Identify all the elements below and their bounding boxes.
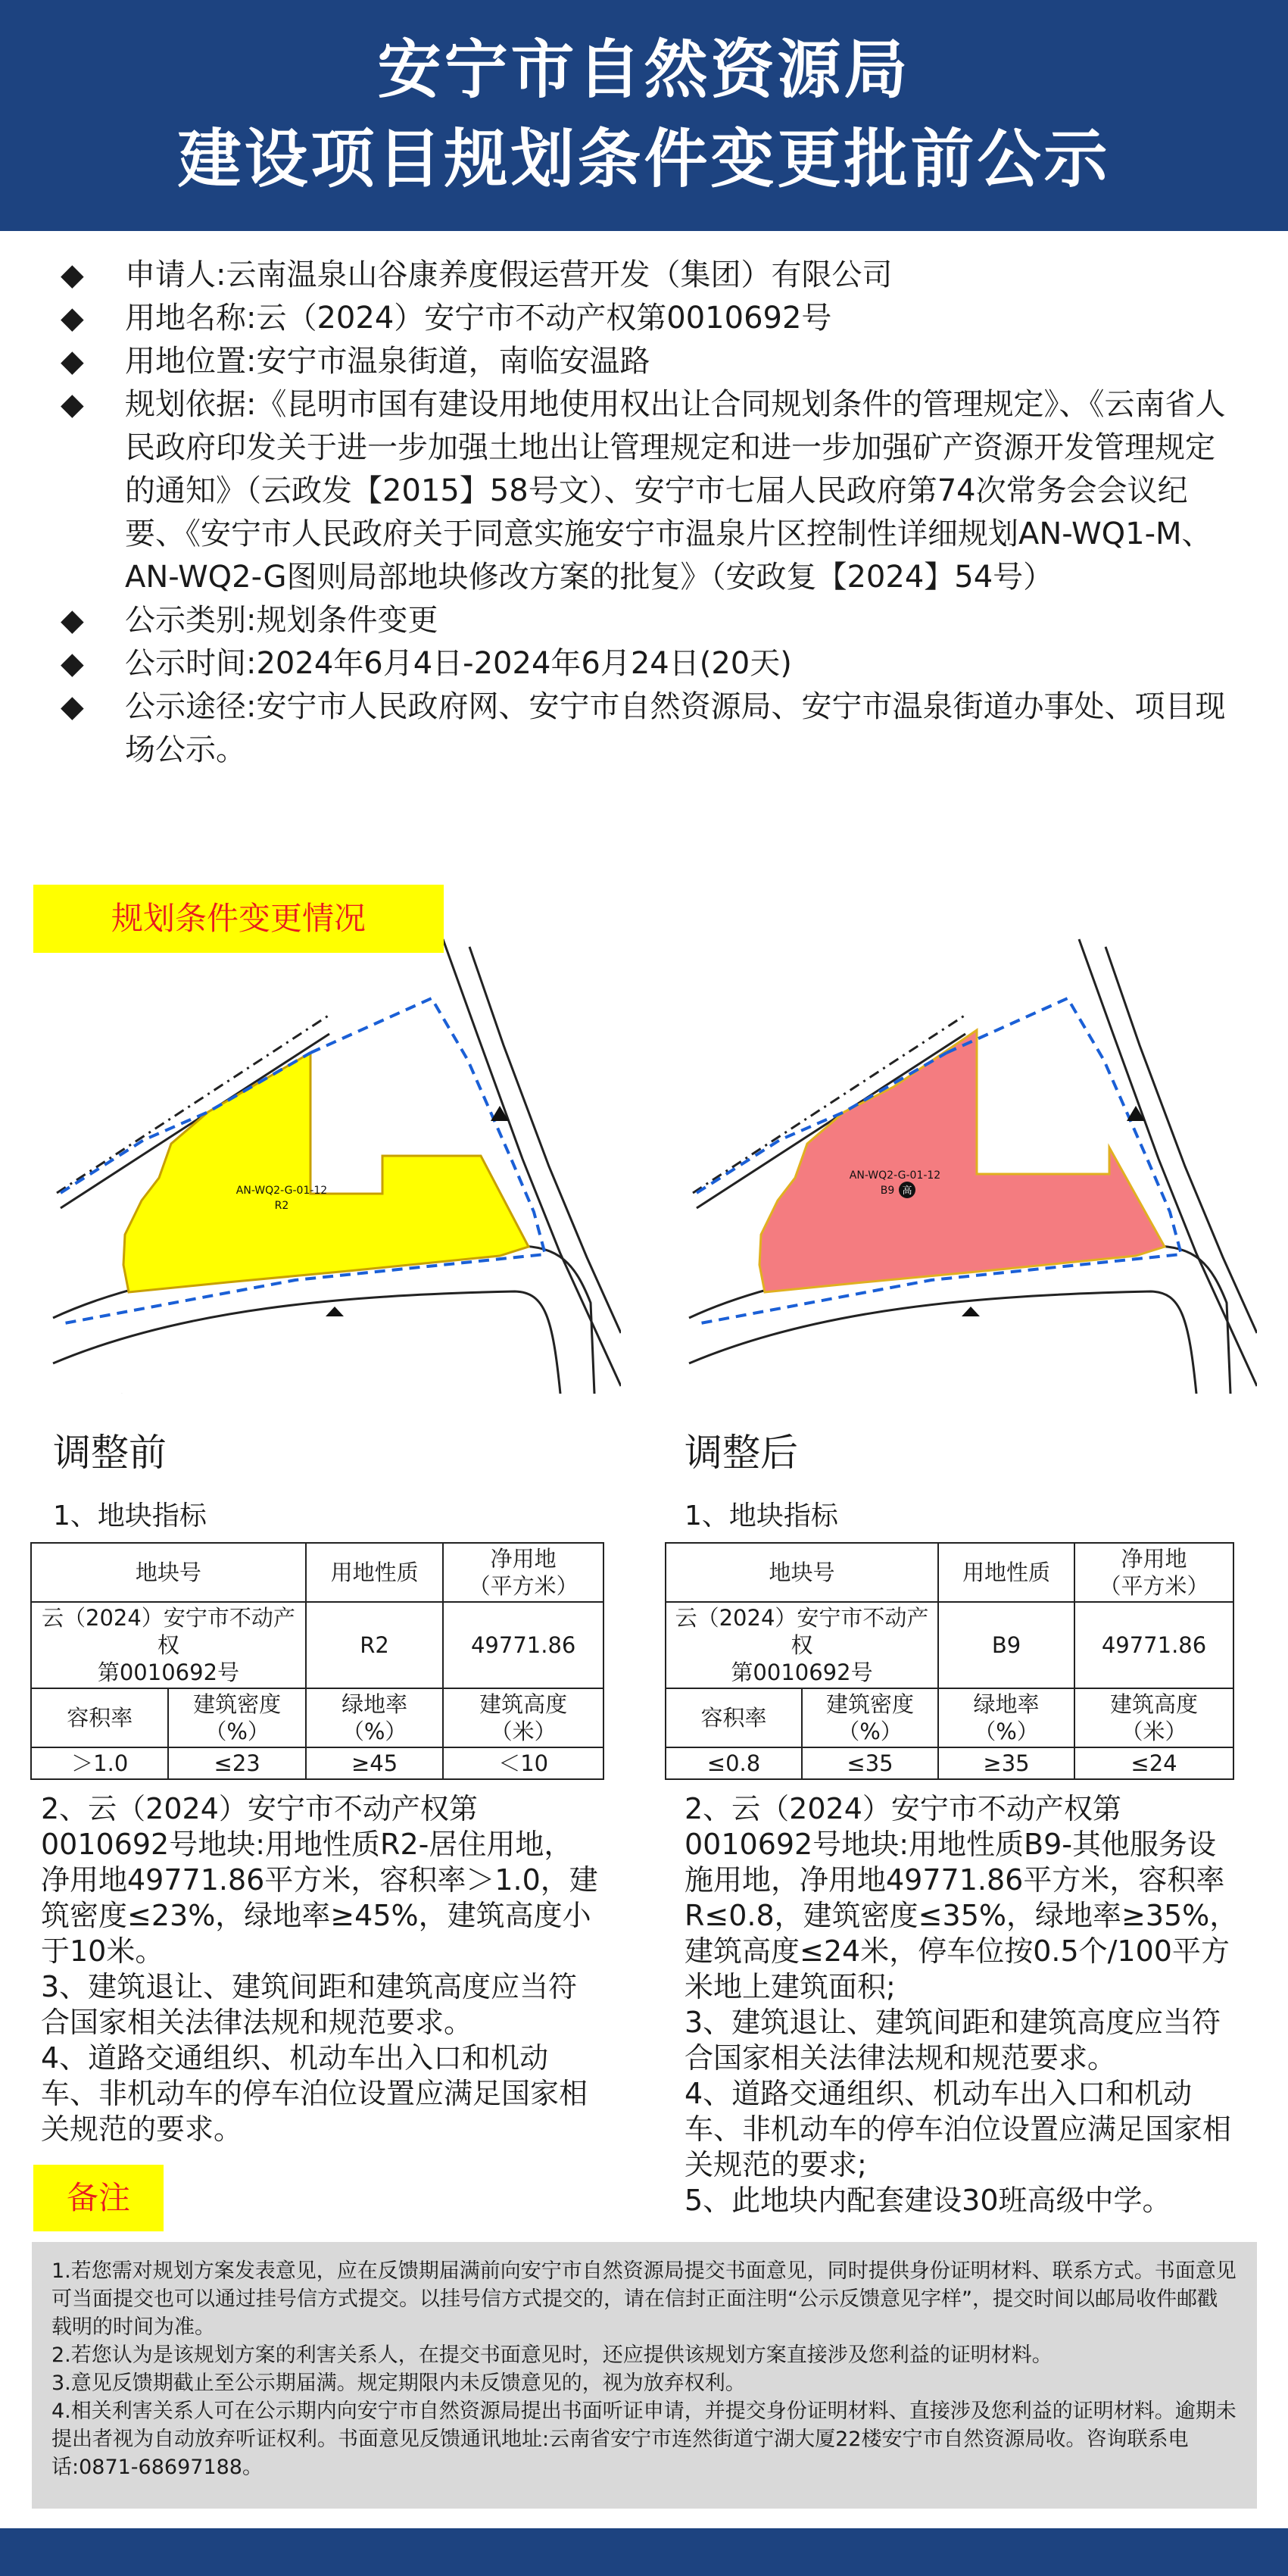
table-cell: ≤0.8 [666, 1747, 802, 1779]
before-subtitle: 1、地块指标 [53, 1500, 207, 1532]
table-header-cell: 地块号 [666, 1543, 938, 1602]
diamond-bullet-icon: ◆ [61, 301, 84, 336]
table-header-cell: 建筑密度 （%） [168, 1688, 305, 1747]
table-cell: ≤35 [802, 1747, 938, 1779]
info-item-land-name [53, 297, 1234, 340]
table-cell: ≤23 [168, 1747, 305, 1779]
table-cell: 云（2024）安宁市不动产权 第0010692号 [31, 1602, 306, 1688]
table-cell: B9 [938, 1602, 1074, 1688]
indicator-table-before [30, 1542, 604, 1780]
diamond-bullet-icon: ◆ [61, 344, 84, 379]
remark-item: 1.若您需对规划方案发表意见，应在反馈期届满前向安宁市自然资源局提交书面意见，同时提供身份证明材料、联系方式。书面意见可当面提交也可以通过挂号信方式提交。以挂号信方式提交的，请在信封正面注明“公示反馈意见字样”，提交时间以邮局收件邮戳载明的时间为准。 [51, 2259, 1237, 2339]
parcel-after [759, 1030, 1165, 1292]
info-item-channels [53, 685, 1234, 772]
info-text: 公示时间:2024年6月4日-2024年6月24日(20天) [125, 646, 792, 681]
note-item: 3、建筑退让、建筑间距和建筑高度应当符合国家相关法律法规和规范要求。 [685, 2006, 1221, 2075]
table-cell: ＞1.0 [31, 1747, 168, 1779]
note-item: 5、此地块内配套建设30班高级中学。 [685, 2184, 1171, 2217]
table-header-cell: 用地性质 [306, 1543, 443, 1602]
after-title: 调整后 [685, 1431, 798, 1475]
note-item: 2、云（2024）安宁市不动产权第0010692号地块:用地性质R2-居住用地，净用地49771.86平方米，容积率＞1.0，建筑密度≤23%，绿地率≥45%，建筑高度小于10米。 [41, 1792, 598, 1968]
table-header-cell: 容积率 [31, 1688, 168, 1747]
remark-item: 3.意见反馈期截止至公示期届满。规定期限内未反馈意见的，视为放弃权利。 [51, 2371, 746, 2395]
info-text: 公示途径:安宁市人民政府网、安宁市自然资源局、安宁市温泉街道办事处、项目现场公示。 [125, 689, 1226, 767]
remark-item: 4.相关利害关系人可在公示期内向安宁市自然资源局提出书面听证申请，并提交身份证明材料、直接涉及您利益的证明材料。逾期未提出者视为自动放弃听证权利。书面意见反馈通讯地址:云南省安宁市连然街道宁湖大厦22楼安宁市自然资源局收。咨询联系电话:0871-68697188。 [51, 2400, 1237, 2479]
info-text: 申请人:云南温泉山谷康养度假运营开发（集团）有限公司 [125, 258, 893, 292]
table-header-cell: 建筑密度 （%） [802, 1688, 938, 1747]
info-item-period [53, 642, 1234, 685]
table-header-cell: 绿地率 （%） [938, 1688, 1074, 1747]
notice-info-list [53, 254, 1234, 772]
table-header-cell: 净用地 （平方米） [443, 1543, 603, 1602]
page-title-line2: 建设项目规划条件变更批前公示 [177, 122, 1111, 196]
table-cell: 云（2024）安宁市不动产权 第0010692号 [666, 1602, 938, 1688]
parcel-code-label: AN-WQ2-G-01-12 [235, 1185, 328, 1197]
table-cell: 49771.86 [443, 1602, 603, 1688]
table-header-cell: 地块号 [31, 1543, 306, 1602]
table-cell: ≥35 [938, 1747, 1074, 1779]
parcel-landuse-label: R2 [274, 1200, 289, 1212]
page-title-line1: 安宁市自然资源局 [377, 33, 911, 107]
note-item: 2、云（2024）安宁市不动产权第0010692号地块:用地性质B9-其他服务设施用地，净用地49771.86平方米，容积率R≤0.8，建筑密度≤35%，绿地率≥35%，建筑高度≤24米，停车位按0.5个/100平方米地上建筑面积; [685, 1792, 1239, 2003]
indicator-table-after [665, 1542, 1234, 1780]
parcel-code-label: AN-WQ2-G-01-12 [849, 1169, 941, 1182]
remark-tag: 备注 [33, 2165, 164, 2231]
info-item-basis [53, 383, 1234, 599]
note-item: 4、道路交通组织、机动车出入口和机动车、非机动车的停车泊位设置应满足国家相关规范的要求; [685, 2077, 1232, 2181]
note-item: 4、道路交通组织、机动车出入口和机动车、非机动车的停车泊位设置应满足国家相关规范的要求。 [41, 2041, 588, 2146]
table-cell: R2 [306, 1602, 443, 1688]
before-notes [41, 1791, 601, 2147]
info-item-applicant [53, 254, 1234, 297]
footer-bar [0, 2528, 1288, 2576]
table-header-cell: 绿地率 （%） [306, 1688, 443, 1747]
info-item-category [53, 599, 1234, 642]
title-banner [0, 0, 1288, 231]
info-text: 规划依据:《昆明市国有建设用地使用权出让合同规划条件的管理规定》、《云南省人民政府印发关于进一步加强土地出让管理规定和进一步加强矿产资源开发管理规定的通知》（云政发【2015】58号文）、安宁市七届人民政府第74次常务会会议纪要、《安宁市人民政府关于同意实施安宁市温泉片区控制性详细规划AN-WQ1-M、AN-WQ2-G图则局部地块修改方案的批复》（安政复【2024】54号） [125, 387, 1226, 595]
info-text: 用地位置:安宁市温泉街道，南临安温路 [125, 344, 650, 379]
before-title: 调整前 [53, 1431, 167, 1475]
table-header-cell: 用地性质 [938, 1543, 1074, 1602]
note-item: 3、建筑退让、建筑间距和建筑高度应当符合国家相关法律法规和规范要求。 [41, 1970, 578, 2039]
table-header-cell: 净用地 （平方米） [1074, 1543, 1233, 1602]
info-text: 用地名称:云（2024）安宁市不动产权第0010692号 [125, 301, 832, 336]
table-cell: 49771.86 [1074, 1602, 1233, 1688]
remarks-box [32, 2242, 1257, 2509]
info-item-location [53, 340, 1234, 383]
section-tag-changes: 规划条件变更情况 [33, 885, 444, 953]
info-text: 公示类别:规划条件变更 [125, 603, 438, 638]
table-header-cell: 容积率 [666, 1688, 802, 1747]
table-cell: ≥45 [306, 1747, 443, 1779]
diamond-bullet-icon: ◆ [61, 646, 84, 681]
table-header-cell: 建筑高度 （米） [443, 1688, 603, 1747]
table-cell: ≤24 [1074, 1747, 1233, 1779]
after-notes [685, 1791, 1241, 2218]
table-header-cell: 建筑高度 （米） [1074, 1688, 1233, 1747]
diamond-bullet-icon: ◆ [61, 387, 84, 422]
arrow-marker-icon [962, 1307, 980, 1316]
remark-item: 2.若您认为是该规划方案的利害关系人，在提交书面意见时，还应提供该规划方案直接涉及您利益的证明材料。 [51, 2343, 1053, 2367]
parcel-landuse-label: B9 [880, 1185, 895, 1197]
site-plan-before [30, 909, 621, 1394]
site-plan-after [666, 909, 1257, 1394]
after-subtitle: 1、地块指标 [685, 1500, 838, 1532]
diamond-bullet-icon: ◆ [61, 258, 84, 292]
arrow-marker-icon [326, 1307, 344, 1316]
table-cell: ＜10 [443, 1747, 603, 1779]
parcel-before [123, 1053, 529, 1292]
high-school-badge-label: 高 [902, 1185, 912, 1197]
diamond-bullet-icon: ◆ [61, 603, 84, 638]
diamond-bullet-icon: ◆ [61, 689, 84, 724]
